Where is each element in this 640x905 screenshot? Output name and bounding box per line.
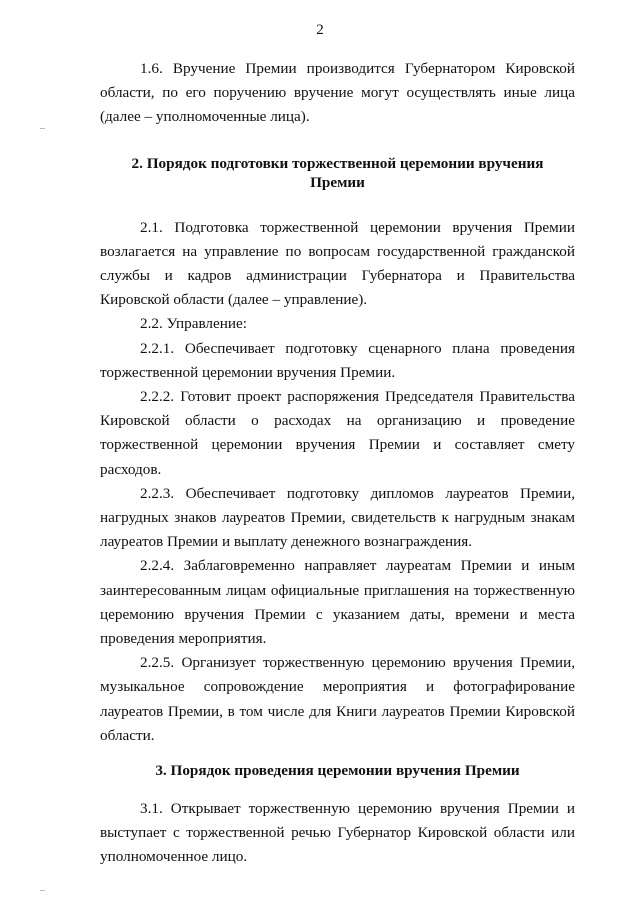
section-3-heading: 3. Порядок проведения церемонии вручения Премии [155,762,520,780]
paragraph-2-2-5: 2.2.5. Организует торжественную церемонию вручения Премии, музыкальное сопровождение мероприятия и фотографирование лауреатов Премии, в том числе для Книги лауреатов Премии Кировской области. [100,654,575,744]
margin-mark [40,890,45,891]
margin-mark [40,128,45,129]
paragraph-3-1: 3.1. Открывает торжественную церемонию вручения Премии и выступает с торжественной речью Губернатор Кировской области или уполномоченное лицо. [100,800,575,866]
paragraph-2-2: 2.2. Управление: [140,315,247,333]
page-number: 2 [316,22,324,38]
paragraph-1-6: 1.6. Вручение Премии производится Губернатором Кировской области, по его поручению вручение могут осуществлять иные лица (далее – уполномоченные лица). [100,60,575,126]
paragraph-2-2-2: 2.2.2. Готовит проект распоряжения Председателя Правительства Кировской области о расходах на организацию и проведение торжественной церемонии вручения Премии и составляет смету расходов. [100,388,575,478]
paragraph-2-2-4: 2.2.4. Заблаговременно направляет лауреатам Премии и иным заинтересованным лицам официальные приглашения на торжественную церемонию вручения Премии с указанием даты, времени и места проведения мероприятия. [100,557,575,648]
paragraph-2-1: 2.1. Подготовка торжественной церемонии вручения Премии возлагается на управление по вопросам государственной гражданской службы и кадров администрации Губернатора и Правительства Кировской области (далее – управление). [100,218,575,309]
paragraph-2-2-3: 2.2.3. Обеспечивает подготовку дипломов лауреатов Премии, нагрудных знаков лауреатов Премии, свидетельств к нагрудным знакам лауреатов Премии и выплату денежного вознаграждения. [100,484,575,551]
paragraph-2-2-1: 2.2.1. Обеспечивает подготовку сценарного плана проведения торжественной церемонии вручения Премии. [100,339,575,381]
section-2-heading: 2. Порядок подготовки торжественной церемонии вручения Премии [131,154,544,191]
document-body [100,57,575,870]
